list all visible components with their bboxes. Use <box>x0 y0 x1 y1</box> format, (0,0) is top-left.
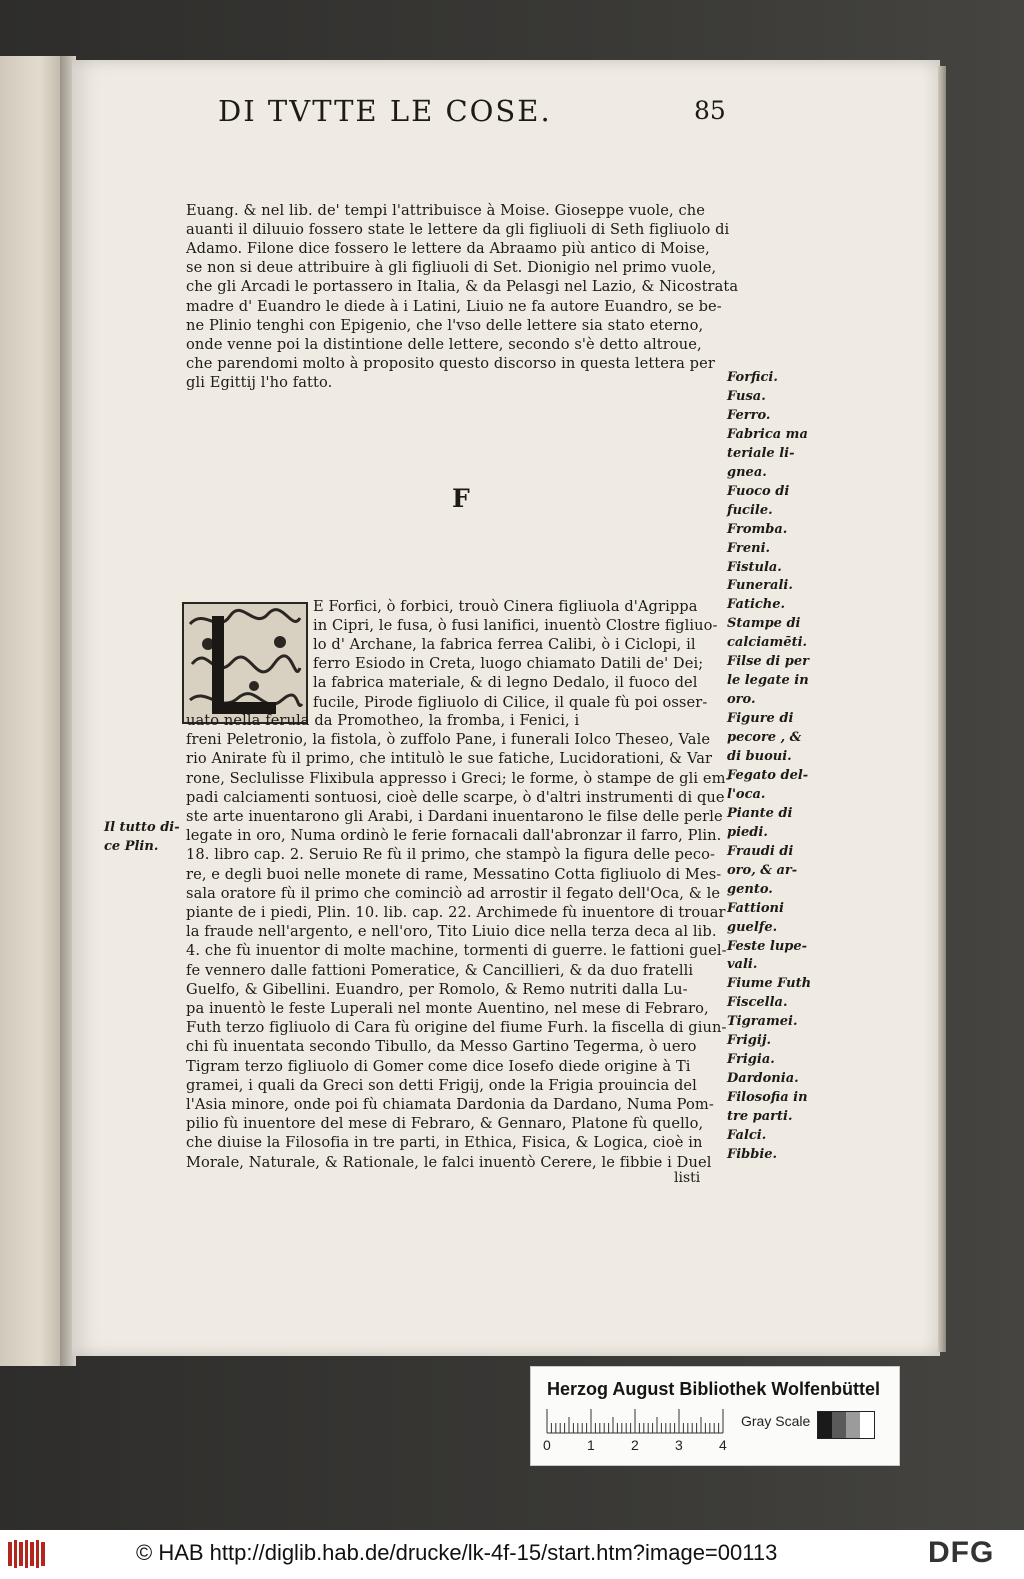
margin-note-line: Fegato del- <box>727 767 809 783</box>
hab-logo-icon <box>8 1538 48 1570</box>
ruler-number: 0 <box>543 1437 551 1453</box>
margin-note-line: ce Plin. <box>104 839 159 854</box>
margin-note-line: vali. <box>727 957 758 973</box>
margin-note-line: Falci. <box>727 1128 767 1143</box>
text-line: Guelfo, & Gibellini. Euandro, per Romolo, & Remo nutriti dalla Lu- <box>186 980 688 998</box>
margin-note-line: gnea. <box>727 464 767 480</box>
ruler-number: 3 <box>675 1437 683 1453</box>
gray-swatch-segment <box>818 1412 832 1438</box>
text-line: pilio fù inuentore del mese di Febraro, & Gennaro, Platone fù quello, <box>186 1115 704 1133</box>
text-line: pa inuentò le feste Luperali nel monte Auentino, nel mese di Febraro, <box>186 1000 709 1017</box>
margin-note-line: Fusa. <box>727 388 766 404</box>
footer-bar <box>0 1530 1024 1579</box>
gray-swatch-segment <box>860 1412 874 1438</box>
text-line: E Forfici, ò forbici, trouò Cinera figliuola d'Agrippa <box>313 598 698 615</box>
margin-note-line: oro. <box>727 692 756 708</box>
margin-note-line: Frigij. <box>727 1033 772 1049</box>
catchword: listi <box>674 1170 701 1186</box>
text-line: 18. libro cap. 2. Seruio Re fù il primo, che stampò la figura delle peco- <box>186 846 716 864</box>
text-line: gramei, i quali da Greci son detti Frigij, onde la Frigia prouincia del <box>186 1076 697 1094</box>
page-stack-edge <box>938 66 946 1352</box>
margin-note-line: Fattioni <box>727 900 784 916</box>
ruler-number: 4 <box>719 1437 727 1453</box>
margin-note-line: Frigia. <box>727 1052 775 1068</box>
text-line: fucile, Pirode figliuolo di Cilice, il quale fù poi osser- <box>313 693 708 711</box>
text-line: freni Peletronio, la fistola, ò zuffolo Pane, i funerali Iolco Theseo, Vale <box>186 731 711 749</box>
margin-note-line: piedi. <box>727 824 768 840</box>
text-line: ste arte inuentarono gli Arabi, i Dardani inuentarono le filse delle perle <box>186 808 723 825</box>
margin-note-line: Fuoco di <box>727 483 790 499</box>
margin-note-line: l'oca. <box>727 786 766 802</box>
page-number: 85 <box>694 96 726 125</box>
margin-note-line: Funerali. <box>727 578 793 594</box>
text-line: chi fù inuentata secondo Tibullo, da Messo Gartino Tegerma, ò uero <box>186 1038 697 1056</box>
gray-scale-swatch <box>817 1411 875 1439</box>
margin-note-line: teriale li- <box>727 445 795 461</box>
text-line: lo d' Archane, la fabrica ferrea Calibi, ò i Ciclopi, il <box>313 636 696 654</box>
text-line: padi calciamenti sontuosi, cioè delle scarpe, ò d'altri instrumenti di que <box>186 788 725 806</box>
dfg-logo: DFG <box>928 1536 995 1569</box>
margin-note-line: oro, & ar- <box>727 862 798 878</box>
margin-note-line: di buoui. <box>727 749 792 764</box>
text-line: Morale, Naturale, & Rationale, le falci inuentò Cerere, le fibbie i Duel <box>186 1153 712 1171</box>
text-line: fe vennero dalle fattioni Pomeratice, & Cancillieri, & da duo fratelli <box>186 961 694 979</box>
margin-note-line: Fatiche. <box>727 597 786 613</box>
margin-note-line: tre parti. <box>727 1109 793 1125</box>
margin-note-line: Stampe di <box>727 616 801 632</box>
text-line: che parendomi molto à proposito questo discorso in questa lettera per <box>186 354 715 372</box>
section-letter: F <box>452 484 470 513</box>
text-line: che diuise la Filosofia in tre parti, in Ethica, Fisica, & Logica, cioè in <box>186 1134 703 1152</box>
text-line: l'Asia minore, onde poi fù chiamata Dardonia da Dardano, Numa Pom- <box>186 1096 714 1113</box>
margin-note-line: Feste lupe- <box>727 938 808 954</box>
margin-note-line: pecore , & <box>727 730 802 746</box>
text-line: legate in oro, Numa ordinò le ferie fornacali dall'abronzar il farro, Plin. <box>186 827 722 845</box>
margin-note-line: Piante di <box>727 805 793 821</box>
text-line: ne Plinio tenghi con Epigenio, che l'vso delle lettere sia stato eterno, <box>186 316 704 334</box>
facing-page-edge <box>0 56 66 1366</box>
margin-note-line: guelfe. <box>727 919 778 935</box>
text-line: in Cipri, le fusa, ò fusi lanifici, inuentò Clostre figliuo- <box>313 617 718 635</box>
margin-note-line: Dardonia. <box>727 1071 799 1087</box>
text-line: sala oratore fù il primo che cominciò ad arrostir il fegato dell'Oca, & le <box>186 884 721 902</box>
text-line: Tigram terzo figliuolo di Gomer come dice Iosefo diede origine à Ti <box>186 1057 691 1075</box>
ruler-number: 2 <box>631 1437 639 1453</box>
gray-scale-label: Gray Scale <box>741 1413 811 1429</box>
ruler-scale <box>543 1409 733 1435</box>
text-line: piante de i piedi, Plin. 10. lib. cap. 22. Archimede fù inuentore di trouar <box>186 904 726 921</box>
margin-note-line: Figure di <box>727 711 794 727</box>
margin-note-line: Fromba. <box>727 521 788 537</box>
text-line: gli Egittij l'ho fatto. <box>186 373 333 391</box>
margin-note-line: Fiscella. <box>727 995 788 1011</box>
margin-note-line: Tigramei. <box>727 1014 798 1030</box>
margin-note-line: Ferro. <box>727 407 771 423</box>
text-line: ferro Esiodo in Creta, luogo chiamato Datili de' Dei; <box>313 655 704 673</box>
text-line: Euang. & nel lib. de' tempi l'attribuisce à Moise. Giosеppe vuole, che <box>186 202 705 219</box>
margin-note-line: Filosofia in <box>727 1090 808 1106</box>
text-line: auanti il diluuio fossero state le lettere da gli figliuoli di Seth figliuolo di <box>186 221 730 239</box>
text-line: re, e degli buoi nelle monete di rame, Messatino Cotta figliuolo di Mes- <box>186 865 722 883</box>
margin-note-line: gento. <box>727 881 773 897</box>
text-line: madre d' Euandro le diede à i Latini, Liuio ne fa autore Euandro, se be- <box>186 297 722 315</box>
margin-note-line: Fabrica ma <box>727 426 808 442</box>
library-color-label <box>530 1366 900 1466</box>
text-line: Adamo. Filone dice fossero le lettere da Abraamo più antico di Moise, <box>186 240 710 258</box>
ruler-number: 1 <box>587 1437 595 1453</box>
decorated-initial-l <box>182 602 308 724</box>
text-line: onde venne poi la distintione delle lettere, secondo s'è detto altroue, <box>186 335 702 353</box>
text-line: rone, Seclulisse Flixibula appresso i Greci; le forme, ò stampe de gli em- <box>186 769 731 787</box>
margin-note-line: le legate in <box>727 673 809 689</box>
text-line: che gli Arcadi le portassero in Italia, & da Pelasgi nel Lazio, & Nicostrata <box>186 278 739 296</box>
text-line: uato nella ferula da Promotheo, la fromba, i Fenici, i <box>186 712 580 729</box>
margin-note-line: Filse di per <box>727 654 809 670</box>
text-line: la fabrica materiale, & di legno Dedalo, il fuoco del <box>313 674 698 692</box>
text-line: la fraude nell'argento, e nell'oro, Tito Liuio dice nella terza deca al lib. <box>186 923 717 941</box>
margin-note-line: Forfici. <box>727 370 778 385</box>
margin-note-line: Fiume Futh <box>727 976 812 992</box>
margin-note-line: fucile. <box>727 502 773 518</box>
gray-swatch-segment <box>846 1412 860 1438</box>
running-head: DI TVTTE LE COSE. <box>218 94 552 128</box>
text-line: Futh terzo figliuolo di Cara fù origine del fiume Furh. la fiscella di giun- <box>186 1019 727 1037</box>
margin-note-line: Fibbie. <box>727 1146 778 1162</box>
margin-note-line: Il tutto di- <box>104 820 180 835</box>
margin-note-line: Freni. <box>727 540 771 556</box>
text-line: se non si deue attribuire à gli figliuoli di Set. Dionigio nel primo vuole, <box>186 259 717 277</box>
footer-credit-link[interactable]: © HAB http://diglib.hab.de/drucke/lk-4f-15/start.htm?image=00113 <box>136 1540 778 1565</box>
margin-note-line: Fraudi di <box>727 843 794 859</box>
library-title: Herzog August Bibliothek Wolfenbüttel <box>547 1379 880 1399</box>
gray-swatch-segment <box>832 1412 846 1438</box>
text-line: rio Anirate fù il primo, che intitulò le sue fatiche, Lucidorationi, & Var <box>186 750 713 768</box>
text-line: 4. che fù inuentor di molte machine, tormenti di guerre. le fattioni guel- <box>186 942 727 960</box>
margin-note-line: calciamēti. <box>727 635 808 651</box>
margin-note-line: Fistula. <box>727 559 782 575</box>
